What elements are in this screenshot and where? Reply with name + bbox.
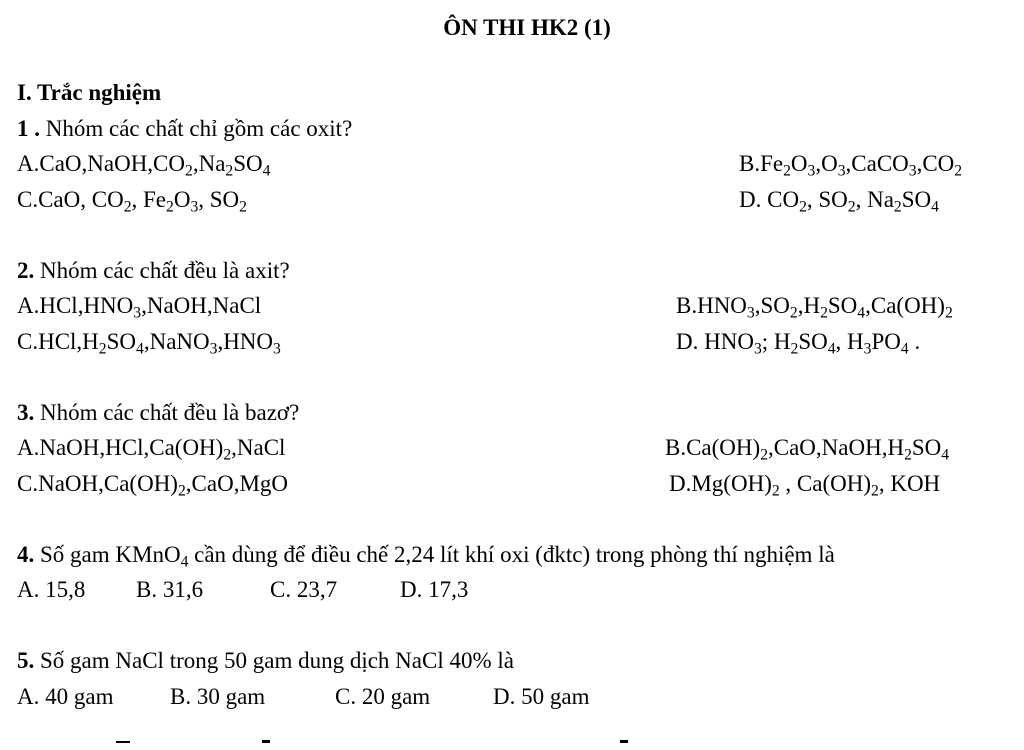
question-3-text: Nhóm các chất đều là bazơ? xyxy=(40,399,300,425)
cutoff-mark-2 xyxy=(262,740,270,743)
page-title: ÔN THI HK2 (1) xyxy=(443,15,611,40)
question-4 xyxy=(17,537,1007,608)
question-4-option-b[interactable]: B. 31,6 xyxy=(136,577,204,602)
question-1-option-b[interactable]: $B.Fe_2O_3,O_3,CaCO_3,CO_2$ xyxy=(739,151,963,180)
question-4-stem xyxy=(17,537,1007,573)
question-4-options xyxy=(17,572,1007,608)
question-1-option-a[interactable]: $A.CaO,NaOH,CO_2,Na_2SO_4$ xyxy=(17,151,271,180)
question-1-row-ab xyxy=(17,146,1007,182)
question-5-option-b[interactable]: B. 30 gam xyxy=(170,683,266,709)
document-page xyxy=(17,10,1007,750)
cutoff-mark-3 xyxy=(620,740,628,743)
question-3-option-a[interactable]: $A.NaOH,HCl,Ca(OH)_2,NaCl$ xyxy=(17,435,286,464)
question-2-option-a[interactable]: $A.HCl,HNO_3,NaOH,NaCl$ xyxy=(17,293,262,322)
cutoff-next-line xyxy=(0,738,1024,744)
question-1-option-d[interactable]: D. $CO_2$, $SO_2$, $Na_2SO_4$ xyxy=(739,186,939,215)
question-2-row-cd xyxy=(17,324,1007,360)
question-3-option-b[interactable]: $B.Ca(OH)_2,CaO,NaOH,H_2SO_4$ xyxy=(665,435,950,464)
question-2-stem xyxy=(17,253,1007,289)
question-4-option-c[interactable]: C. 23,7 xyxy=(270,577,338,602)
question-2-option-b[interactable]: $B.HNO_3,SO_2,H_2SO_4,Ca(OH)_2$ xyxy=(676,293,953,322)
question-3-option-c[interactable]: $C.NaOH,Ca(OH)_2,CaO,MgO$ xyxy=(17,470,289,499)
question-5-number: 5. xyxy=(17,648,35,673)
section-heading: I. Trắc nghiệm xyxy=(17,80,162,105)
question-3-number: 3. xyxy=(17,399,35,425)
question-4-option-d[interactable]: D. 17,3 xyxy=(400,577,469,602)
question-2-number: 2. xyxy=(17,257,35,283)
question-3-option-d[interactable]: $D.Mg(OH)_2$ , $Ca(OH)_2$, KOH xyxy=(669,470,941,499)
cutoff-mark-1 xyxy=(116,741,130,743)
question-5-option-c[interactable]: C. 20 gam xyxy=(335,683,431,709)
question-2-option-c[interactable]: $C.HCl,H_2SO_4,NaNO_3,HNO_3$ xyxy=(17,328,281,357)
question-3-row-ab xyxy=(17,430,1007,466)
question-3 xyxy=(17,395,1007,502)
question-2-text: Nhóm các chất đều là axit? xyxy=(40,257,290,283)
question-4-option-a[interactable]: A. 15,8 xyxy=(17,577,86,602)
question-2-row-ab xyxy=(17,288,1007,324)
question-1 xyxy=(17,111,1007,218)
question-5-text: Số gam NaCl trong 50 gam dung dịch NaCl 40% là xyxy=(40,648,514,673)
question-5-option-d[interactable]: D. 50 gam xyxy=(493,683,590,709)
question-1-number: 1 . xyxy=(17,115,40,141)
question-3-stem xyxy=(17,395,1007,431)
question-5-stem xyxy=(17,643,1007,679)
question-4-number: 4. xyxy=(17,541,35,567)
question-2 xyxy=(17,253,1007,360)
question-3-row-cd xyxy=(17,466,1007,502)
question-5-option-a[interactable]: A. 40 gam xyxy=(17,683,114,709)
question-5-options xyxy=(17,679,1007,715)
question-1-option-c[interactable]: C.CaO, $CO_2$, $Fe_2O_3$, $SO_2$ xyxy=(17,186,247,215)
question-5 xyxy=(17,643,1007,714)
question-1-text: Nhóm các chất chỉ gồm các oxit? xyxy=(45,115,353,141)
question-2-option-d[interactable]: D. $HNO_3$; $H_2SO_4$, $H_3PO_4$ . xyxy=(676,328,921,357)
question-4-text: Số gam KMnO$_4$ cần dùng để điều chế 2,24 lít khí oxi (đktc) trong phòng thí nghiệm là xyxy=(40,541,835,570)
question-1-stem xyxy=(17,111,1007,147)
question-1-row-cd xyxy=(17,182,1007,218)
